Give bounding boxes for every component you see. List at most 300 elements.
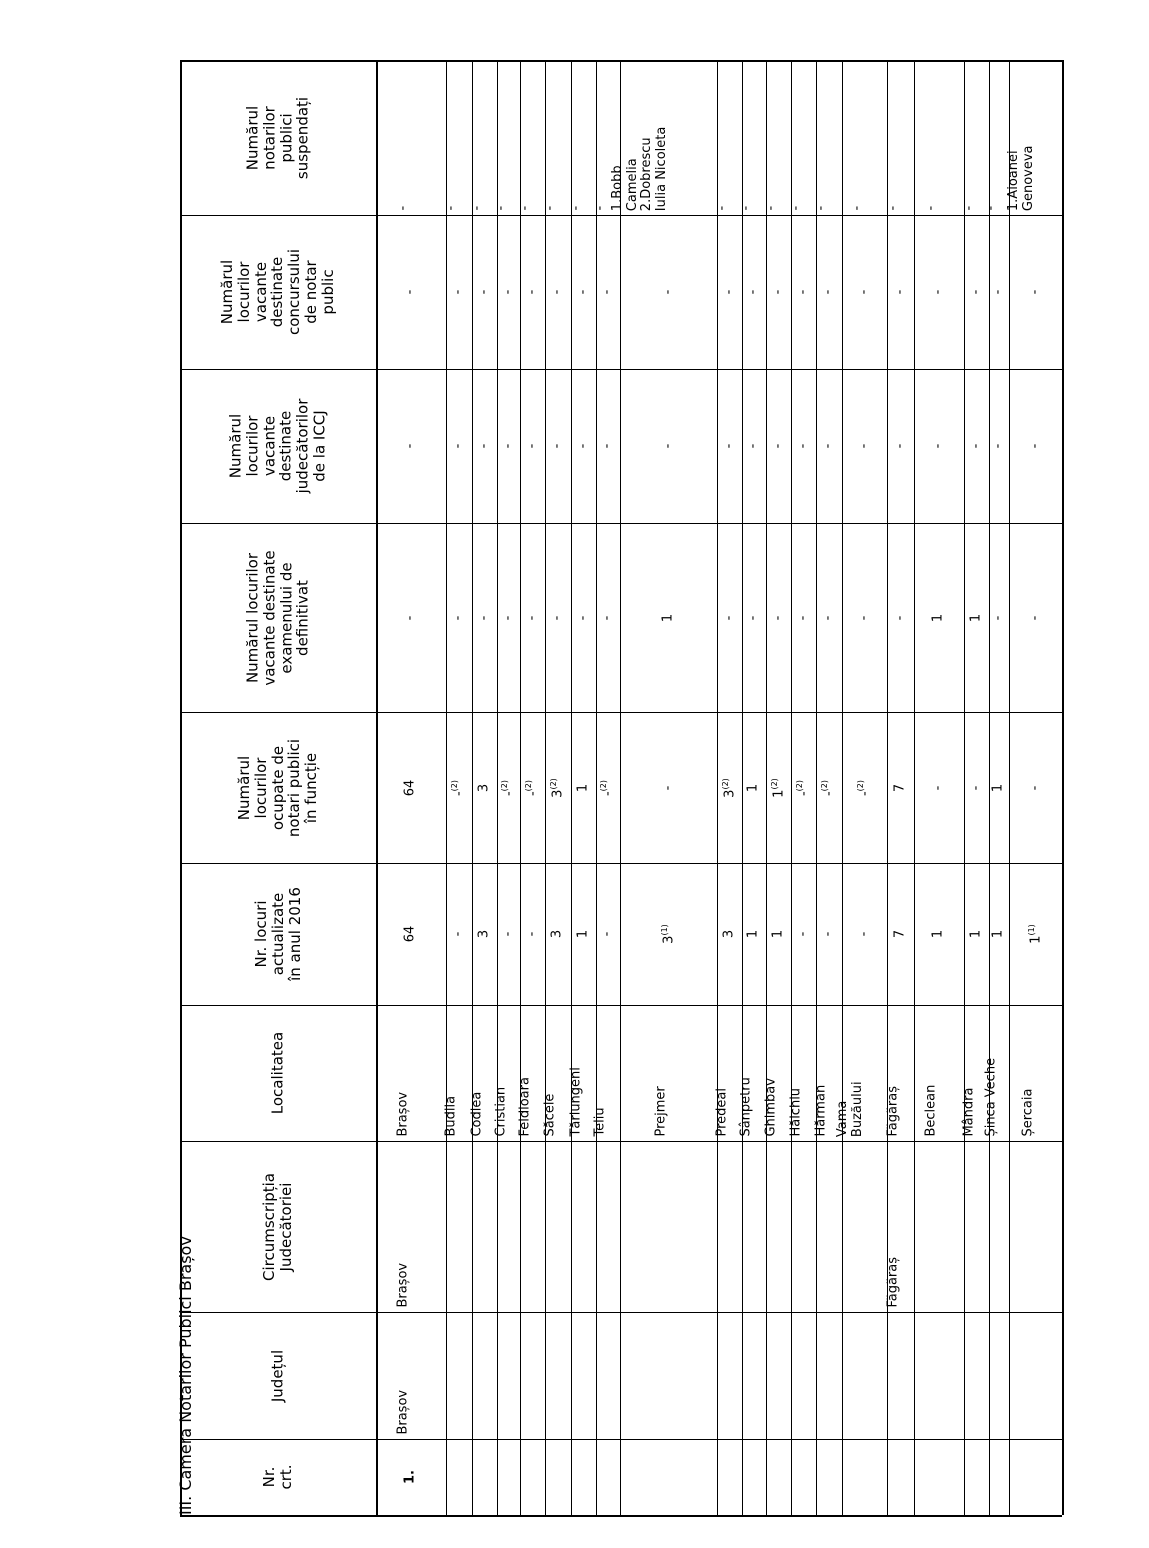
- cell-text: -: [892, 615, 908, 620]
- cell-text: -: [795, 443, 811, 449]
- cell-text: -: [713, 206, 729, 211]
- cell-locuri: [742, 863, 766, 1005]
- cell-text: -: [820, 289, 836, 295]
- header-circ: [180, 1141, 376, 1312]
- cell-loc: [884, 1005, 914, 1141]
- cell-text: 1: [770, 929, 786, 939]
- cell-text: 1: [930, 929, 946, 939]
- cell-text: 1: [930, 613, 946, 622]
- cell-text: -: [500, 443, 516, 449]
- cell-iccj: [887, 369, 914, 523]
- cell-text: -: [500, 289, 516, 295]
- cell-text: Cristian: [492, 1087, 508, 1137]
- cell-nr: [376, 1439, 446, 1515]
- cell-ocupate: [717, 712, 742, 863]
- cell-concurs: [791, 215, 816, 369]
- cell-definitivat: [717, 523, 742, 712]
- cell-ocupate: [989, 712, 1009, 863]
- header-judet: [180, 1312, 376, 1439]
- cell-locuri: [717, 863, 742, 1005]
- cell-text: -: [524, 289, 540, 295]
- cell-loc: [620, 1005, 717, 1141]
- cell-text: 1: [990, 783, 1006, 792]
- cell-ocupate: [596, 712, 620, 863]
- cell-concurs: [520, 215, 545, 369]
- cell-text: Codlea: [468, 1092, 484, 1137]
- cell-text: Numărul locurilor vacante destinate judecătorilor de la ICCJ: [226, 398, 329, 494]
- cell-loc: [592, 1005, 620, 1141]
- cell-text: -: [884, 206, 900, 211]
- cell-suspendati: [914, 60, 964, 215]
- cell-text: -: [542, 206, 558, 211]
- footnote-marker: (2): [450, 779, 460, 791]
- cell-ocupate: [816, 712, 842, 863]
- cell-iccj: [742, 369, 766, 523]
- cell-text: -: [960, 206, 976, 211]
- cell-text: -: [395, 206, 411, 211]
- cell-locuri: [376, 863, 446, 1005]
- cell-text: -: [820, 443, 836, 449]
- cell-text: -: [476, 615, 492, 620]
- table-row-rule: [1062, 60, 1064, 1515]
- footnote-marker: (2): [820, 779, 830, 791]
- cell-text: -: [599, 931, 615, 937]
- cell-text: 3: [660, 935, 676, 944]
- cell-text: -: [524, 931, 540, 937]
- cell-locuri: [446, 863, 472, 1005]
- cell-judet: [376, 1312, 446, 1439]
- cell-text: -: [892, 289, 908, 295]
- cell-text: -: [476, 443, 492, 449]
- cell-locuri: [520, 863, 545, 1005]
- cell-definitivat: [472, 523, 497, 712]
- cell-suspendati: [567, 60, 596, 215]
- cell-text: 1: [1027, 935, 1043, 944]
- cell-definitivat: [742, 523, 766, 712]
- cell-text: -: [795, 615, 811, 620]
- cell-concurs: [842, 215, 887, 369]
- cell-text: Șinca Veche: [983, 1058, 999, 1137]
- cell-locuri: [596, 863, 620, 1005]
- cell-iccj: [989, 369, 1009, 523]
- cell-text: -: [450, 931, 466, 937]
- cell-iccj: [914, 369, 964, 523]
- cell-ocupate: [791, 712, 816, 863]
- cell-suspendati: [542, 60, 571, 215]
- cell-concurs: [497, 215, 520, 369]
- cell-text: -: [549, 289, 565, 295]
- cell-text: -: [770, 615, 786, 620]
- cell-definitivat: [791, 523, 816, 712]
- cell-iccj: [620, 369, 717, 523]
- cell-text: -: [745, 615, 761, 620]
- cell-locuri: [964, 863, 989, 1005]
- cell-text: -: [856, 443, 872, 449]
- cell-loc: [443, 1005, 472, 1141]
- footnote-marker: (2): [549, 777, 559, 790]
- cell-text: Săcele: [542, 1094, 558, 1137]
- cell-text: -: [820, 931, 836, 937]
- cell-suspendati: [492, 60, 520, 215]
- cell-definitivat: [520, 523, 545, 712]
- cell-text: Făgăraș: [884, 1257, 900, 1308]
- cell-locuri: [989, 863, 1009, 1005]
- cell-definitivat: [596, 523, 620, 712]
- cell-text: -: [1027, 443, 1043, 449]
- cell-text: -: [930, 443, 946, 449]
- cell-concurs: [717, 215, 742, 369]
- cell-text: 1: [575, 929, 591, 939]
- cell-text: -: [721, 615, 737, 620]
- cell-text: -: [813, 206, 829, 211]
- header-suspendati: [180, 60, 376, 215]
- cell-iccj: [766, 369, 791, 523]
- cell-suspendati: [842, 60, 887, 215]
- cell-text: -: [990, 289, 1006, 295]
- cell-text: Județul: [268, 1349, 287, 1402]
- cell-text: -: [856, 931, 872, 937]
- cell-loc: [738, 1005, 766, 1141]
- cell-text: -: [500, 931, 516, 937]
- cell-text: -: [968, 289, 984, 295]
- cell-text: -: [575, 289, 591, 295]
- cell-text: -: [990, 443, 1006, 449]
- cell-locuri: [914, 863, 964, 1005]
- cell-suspendati: [787, 60, 816, 215]
- cell-loc: [983, 1005, 1009, 1141]
- cell-text: -: [990, 615, 1006, 620]
- cell-text: Numărul locurilor vacante destinate concursului de notar public: [218, 248, 337, 336]
- cell-definitivat: [914, 523, 964, 712]
- cell-suspendati: [516, 60, 545, 215]
- cell-ocupate: [766, 712, 791, 863]
- cell-text: 3: [550, 789, 566, 798]
- cell-definitivat: [376, 523, 446, 712]
- cell-text: -: [402, 615, 418, 620]
- header-locuri: [180, 863, 376, 1005]
- cell-text: 1: [990, 929, 1006, 939]
- cell-text: Șercaia: [1019, 1088, 1035, 1137]
- cell-iccj: [571, 369, 596, 523]
- cell-concurs: [1009, 215, 1062, 369]
- cell-circ: [884, 1141, 914, 1312]
- cell-concurs: [596, 215, 620, 369]
- cell-iccj: [545, 369, 571, 523]
- cell-text: -: [516, 206, 532, 211]
- cell-suspendati: [1005, 60, 1062, 215]
- cell-text: Circumscripția Judecătoriei: [260, 1172, 295, 1281]
- cell-text: Numărul notarilor publici suspendați: [243, 96, 312, 179]
- cell-definitivat: [446, 523, 472, 712]
- cell-text: -: [968, 443, 984, 449]
- cell-text: Făgăraș: [884, 1086, 900, 1137]
- cell-text: -: [745, 289, 761, 295]
- cell-definitivat: [842, 523, 887, 712]
- cell-concurs: [766, 215, 791, 369]
- cell-text: -: [745, 443, 761, 449]
- cell-ocupate: [472, 712, 497, 863]
- cell-ocupate: [887, 712, 914, 863]
- cell-locuri: [1009, 863, 1062, 1005]
- cell-suspendati: [376, 60, 446, 215]
- cell-text: 1.Bobb Camelia 2.Dobrescu Iulia Nicoleta: [609, 126, 668, 211]
- cell-iccj: [446, 369, 472, 523]
- cell-text: -: [968, 785, 984, 790]
- cell-text: -: [500, 615, 516, 620]
- cell-text: -: [930, 289, 946, 295]
- cell-text: -: [450, 615, 466, 620]
- cell-suspendati: [609, 60, 717, 215]
- cell-suspendati: [443, 60, 472, 215]
- cell-text: -: [599, 615, 615, 620]
- cell-text: Brașov: [395, 1390, 411, 1435]
- cell-definitivat: [964, 523, 989, 712]
- cell-text: 3: [476, 929, 492, 939]
- cell-definitivat: [545, 523, 571, 712]
- footnote-marker: (2): [720, 777, 730, 790]
- cell-iccj: [1009, 369, 1062, 523]
- cell-concurs: [989, 215, 1009, 369]
- cell-loc: [914, 1005, 964, 1141]
- cell-text: -: [575, 443, 591, 449]
- cell-definitivat: [620, 523, 717, 712]
- cell-ocupate: [446, 712, 472, 863]
- cell-text: Sânpetru: [738, 1077, 754, 1137]
- cell-text: Nr. crt.: [260, 1464, 295, 1490]
- cell-concurs: [472, 215, 497, 369]
- cell-text: -: [721, 443, 737, 449]
- cell-iccj: [842, 369, 887, 523]
- cell-text: -: [524, 615, 540, 620]
- cell-ocupate: [742, 712, 766, 863]
- cell-iccj: [520, 369, 545, 523]
- cell-text: -: [795, 931, 811, 937]
- footnote-marker: (2): [523, 779, 533, 791]
- cell-locuri: [497, 863, 520, 1005]
- cell-text: -: [660, 785, 676, 790]
- cell-suspendati: [713, 60, 742, 215]
- cell-text: Brașov: [395, 1092, 411, 1137]
- cell-locuri: [472, 863, 497, 1005]
- cell-text: -: [856, 289, 872, 295]
- cell-text: Tărlungeni: [567, 1067, 583, 1137]
- cell-text: 3: [721, 789, 737, 798]
- cell-text: -: [500, 790, 516, 796]
- cell-text: 7: [892, 929, 908, 939]
- notary-table: [180, 60, 1062, 1515]
- cell-text: 64: [402, 925, 418, 943]
- cell-text: -: [402, 289, 418, 295]
- cell-text: -: [660, 443, 676, 449]
- cell-text: Teliu: [592, 1107, 608, 1137]
- cell-concurs: [742, 215, 766, 369]
- cell-text: -: [770, 289, 786, 295]
- cell-text: -: [599, 443, 615, 449]
- cell-locuri: [887, 863, 914, 1005]
- cell-loc: [376, 1005, 446, 1141]
- cell-text: -: [795, 289, 811, 295]
- cell-text: -: [856, 615, 872, 620]
- cell-suspendati: [762, 60, 791, 215]
- cell-ocupate: [520, 712, 545, 863]
- cell-suspendati: [738, 60, 766, 215]
- cell-text: Predeal: [713, 1088, 729, 1137]
- cell-suspendati: [813, 60, 842, 215]
- cell-text: -: [1027, 785, 1043, 790]
- cell-text: -: [524, 790, 540, 796]
- cell-text: 3: [549, 929, 565, 939]
- cell-loc: [787, 1005, 816, 1141]
- cell-locuri: [791, 863, 816, 1005]
- cell-concurs: [571, 215, 596, 369]
- footnote-marker: (1): [659, 924, 669, 936]
- header-iccj: [180, 369, 376, 523]
- cell-text: -: [787, 206, 803, 211]
- cell-concurs: [446, 215, 472, 369]
- cell-text: -: [856, 790, 872, 796]
- cell-text: 1: [968, 929, 984, 939]
- cell-text: 1: [745, 783, 761, 792]
- cell-text: Hălchiu: [787, 1088, 803, 1137]
- footnote-marker: (2): [599, 779, 609, 791]
- cell-text: Brașov: [395, 1263, 411, 1308]
- cell-ocupate: [842, 712, 887, 863]
- cell-text: -: [762, 206, 778, 211]
- cell-iccj: [964, 369, 989, 523]
- footnote-marker: (2): [794, 779, 804, 791]
- footnote-marker: (2): [855, 779, 865, 791]
- cell-text: -: [848, 206, 864, 211]
- cell-text: -: [770, 443, 786, 449]
- cell-text: -: [930, 785, 946, 790]
- cell-text: 1: [770, 789, 786, 798]
- cell-text: Feldioara: [516, 1077, 532, 1137]
- cell-text: -: [549, 615, 565, 620]
- cell-concurs: [816, 215, 842, 369]
- cell-text: -: [567, 206, 583, 211]
- header-loc: [180, 1005, 376, 1141]
- cell-locuri: [816, 863, 842, 1005]
- cell-text: -: [820, 615, 836, 620]
- cell-text: 7: [892, 783, 908, 792]
- cell-text: -: [892, 443, 908, 449]
- cell-text: -: [443, 206, 459, 211]
- cell-text: -: [1027, 289, 1043, 295]
- cell-text: 1: [575, 783, 591, 792]
- cell-iccj: [376, 369, 446, 523]
- cell-ocupate: [914, 712, 964, 863]
- cell-definitivat: [497, 523, 520, 712]
- cell-ocupate: [620, 712, 717, 863]
- cell-text: Budila: [443, 1096, 459, 1137]
- cell-locuri: [620, 863, 717, 1005]
- cell-locuri: [545, 863, 571, 1005]
- cell-text: 1: [660, 613, 676, 622]
- cell-text: Vama Buzăului: [834, 1081, 864, 1137]
- cell-locuri: [766, 863, 791, 1005]
- cell-loc: [1009, 1005, 1062, 1141]
- cell-text: Numărul locurilor ocupate de notari publici în funcție: [235, 738, 321, 837]
- cell-text: -: [1027, 615, 1043, 620]
- cell-text: -: [923, 206, 939, 211]
- cell-text: 3: [476, 783, 492, 792]
- cell-text: 1: [968, 613, 984, 622]
- cell-loc: [516, 1005, 545, 1141]
- cell-text: -: [738, 206, 754, 211]
- cell-text: Beclean: [923, 1085, 939, 1137]
- cell-text: -: [821, 790, 837, 796]
- cell-ocupate: [964, 712, 989, 863]
- cell-iccj: [791, 369, 816, 523]
- cell-text: -: [450, 443, 466, 449]
- cell-text: -: [524, 443, 540, 449]
- cell-concurs: [545, 215, 571, 369]
- cell-text: -: [476, 289, 492, 295]
- cell-concurs: [376, 215, 446, 369]
- cell-ocupate: [545, 712, 571, 863]
- cell-text: -: [575, 615, 591, 620]
- cell-text: 64: [402, 779, 418, 796]
- footnote-marker: (2): [769, 777, 779, 790]
- cell-definitivat: [1009, 523, 1062, 712]
- cell-loc: [834, 1005, 887, 1141]
- cell-concurs: [914, 215, 964, 369]
- cell-ocupate: [1009, 712, 1062, 863]
- cell-concurs: [964, 215, 989, 369]
- header-definitivat: [180, 523, 376, 712]
- footnote-marker: (1): [1026, 924, 1036, 936]
- cell-text: Nr. locuri actualizate în anul 2016: [251, 887, 304, 981]
- cell-suspendati: [884, 60, 914, 215]
- cell-text: Prejmer: [652, 1086, 668, 1137]
- cell-text: -: [795, 790, 811, 796]
- cell-definitivat: [571, 523, 596, 712]
- cell-text: -: [451, 790, 467, 796]
- cell-text: -: [660, 289, 676, 295]
- cell-text: -: [492, 206, 508, 211]
- cell-suspendati: [468, 60, 497, 215]
- cell-text: -: [599, 289, 615, 295]
- cell-text: 3: [721, 929, 737, 939]
- header-nr: [180, 1439, 376, 1515]
- cell-definitivat: [816, 523, 842, 712]
- cell-iccj: [497, 369, 520, 523]
- cell-text: 1.: [402, 1470, 418, 1484]
- cell-ocupate: [376, 712, 446, 863]
- cell-text: -: [468, 206, 484, 211]
- cell-ocupate: [497, 712, 520, 863]
- footnote-marker: (2): [499, 779, 509, 791]
- cell-text: -: [402, 443, 418, 449]
- cell-suspendati: [960, 60, 989, 215]
- cell-text: -: [600, 790, 616, 796]
- cell-text: 1.Aioanei Genoveva: [1005, 145, 1035, 211]
- cell-definitivat: [989, 523, 1009, 712]
- cell-loc: [542, 1005, 571, 1141]
- cell-circ: [376, 1141, 446, 1312]
- cell-ocupate: [571, 712, 596, 863]
- cell-text: -: [983, 206, 999, 211]
- table-column-rule: [180, 1515, 1062, 1517]
- cell-text: Mândra: [960, 1088, 976, 1137]
- cell-text: -: [450, 289, 466, 295]
- cell-locuri: [571, 863, 596, 1005]
- cell-text: Numărul locurilor vacante destinate examenului de definitivat: [243, 549, 312, 686]
- cell-locuri: [842, 863, 887, 1005]
- cell-iccj: [596, 369, 620, 523]
- cell-text: -: [592, 206, 608, 211]
- cell-text: -: [721, 289, 737, 295]
